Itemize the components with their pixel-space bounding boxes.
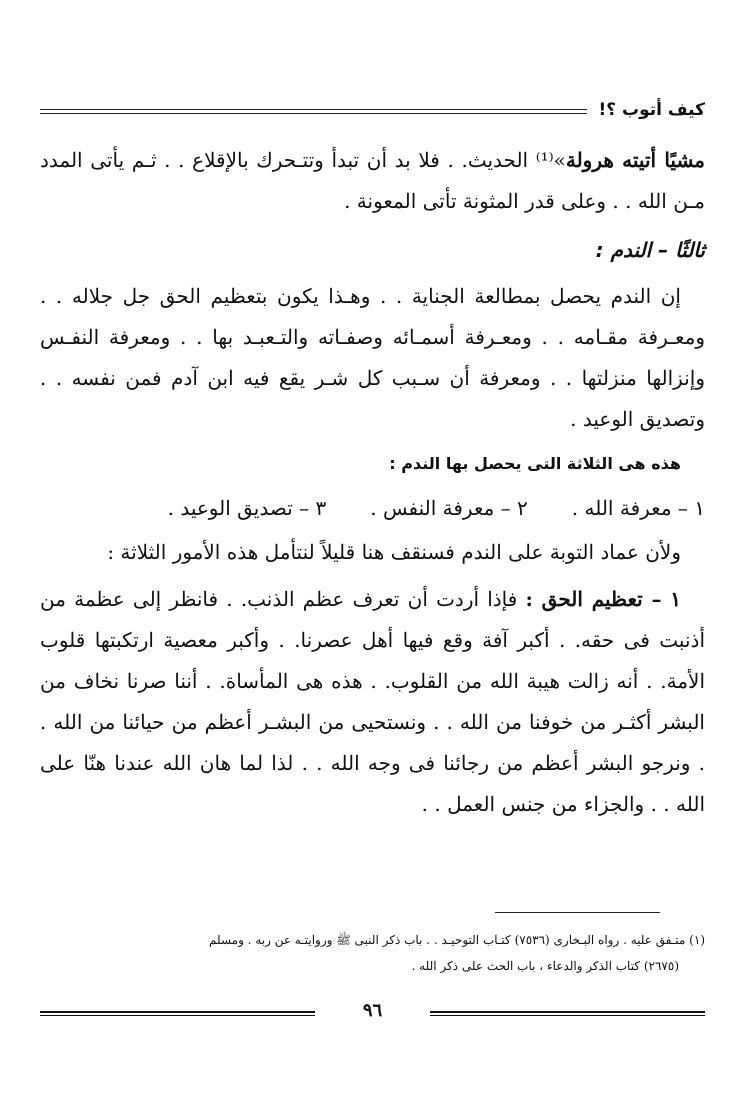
footer-rule bbox=[430, 1011, 705, 1016]
running-title: كيف أتوب ؟! bbox=[598, 100, 705, 120]
footnote-line: (٢٦٧٥) كتاب الذكر والدعاء ، باب الحث على ذكر الله . bbox=[411, 959, 679, 973]
subheading: هذه هى الثلاثة التى يحصل بها الندم : bbox=[389, 454, 681, 473]
list-item: ٣ – تصديق الوعيد . bbox=[167, 496, 327, 520]
list-item: ١ – معرفة الله . bbox=[571, 496, 705, 520]
paragraph-text: فإذا أردت أن تعرف عظم الذنب. . فانظر إلى عظمة من أذنبت فى حقه. . أكبر آفة وقع فيها أهل عصرنا. . وأكبر معصية ارتكبتها قلوب الأمة. . أنه زالت هيبة الله من القلوب. . هذه هى المأساة. . أننا صرنا نخاف من البشر أكثـر من خوفنا من الله . . ونستحيى من البشـر أعظم من حيائنا من الله . . ونرجو البشر أعظم من رجائنا فى وجه الله . . لذا لما هان الله عندنا هنّا على الله . . والجزاء من جنس العمل . . bbox=[40, 587, 705, 816]
section-heading: ثالثًا – الندم : bbox=[595, 238, 705, 262]
paragraph: إن الندم يحصل بمطالعة الجناية . . وهـذا يكون بتعظيم الحق جل جلاله . . ومعـرفة مقـامه . . ومعـرفة أسمـائه وصفـاته والتـعبـد بها . . ومعرفة النفـس وإنزالها منزلتها . . ومعرفة أن سـبب كل شـر يقع فيه ابن آدم فمن نفسه . . وتصديق الوعيد . bbox=[40, 284, 705, 431]
numbered-list bbox=[40, 486, 705, 530]
footnote-marker: »⁽¹⁾ bbox=[535, 148, 566, 172]
hadith-quote: مشيًا أتيته هرولة bbox=[565, 148, 706, 172]
list-item: ٢ – معرفة النفس . bbox=[370, 496, 528, 520]
footnote bbox=[40, 927, 705, 979]
paragraph: ولأن عماد التوبة على الندم فسنقف هنا قليلاً لنتأمل هذه الأمور الثلاثة : bbox=[107, 540, 681, 564]
footnote-line: (١) متـفق عليه . رواه البـخارى (٧٥٣٦) كتـاب التوحيـد . . باب ذكر النبى ﷺ وروايتـه عن ربه . ومسلم bbox=[208, 933, 705, 947]
paragraph bbox=[40, 579, 705, 825]
paragraph-text: الحديث. . فلا بد أن تبدأ وتتـحرك بالإقلاع . . ثـم يأتى المدد مـن الله . . وعلى قدر المثونة تأتى المعونة . bbox=[40, 148, 705, 213]
page-number: ٩٦ bbox=[362, 1000, 383, 1021]
footnote-divider bbox=[495, 912, 660, 913]
running-header bbox=[40, 100, 705, 124]
point-title: ١ – تعظيم الحق : bbox=[525, 587, 681, 611]
page-body bbox=[40, 140, 705, 825]
page-footer bbox=[40, 1000, 705, 1026]
paragraph-continuation bbox=[40, 140, 705, 222]
header-rule bbox=[40, 109, 587, 114]
